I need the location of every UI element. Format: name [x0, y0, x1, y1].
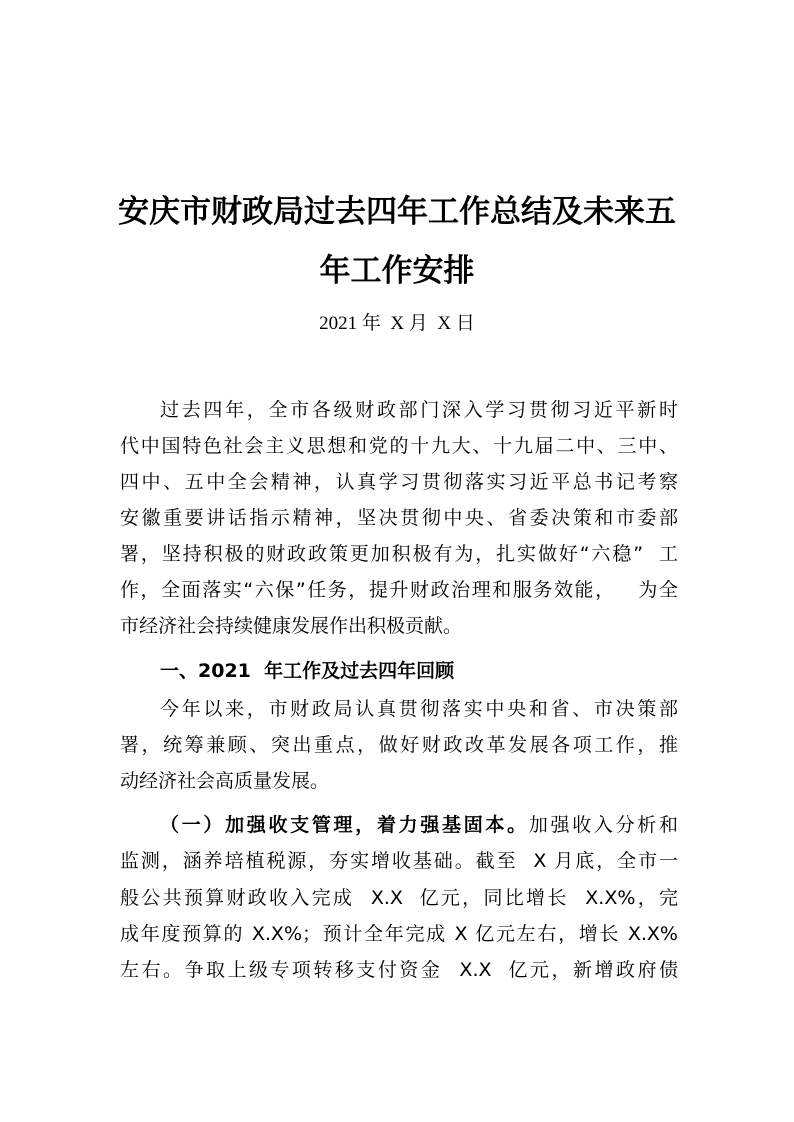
intro-line-4: 安徽重要讲话指示精神，坚决贯彻中央、省委决策和市委部	[120, 507, 678, 529]
intro-line-5: 署，坚持积极的财政政策更加积极有为，扎实做好“六稳” 工	[120, 543, 678, 565]
subsection-1-line-1	[160, 813, 678, 837]
subsection-1-first-line-rest: 加强收入分析和	[528, 814, 678, 836]
section-1-line-3: 动经济社会高质量发展。	[120, 770, 330, 792]
intro-line-3: 四中、五中全会精神，认真学习贯彻落实习近平总书记考察	[120, 471, 678, 493]
document-title-line-1: 安庆市财政局过去四年工作总结及未来五	[118, 194, 676, 230]
section-1-line-1: 今年以来，市财政局认真贯彻落实中央和省、市决策部	[160, 698, 678, 720]
document-date: 2021 年 X 月 X 日	[319, 313, 475, 334]
section-1-heading: 一、2021 年工作及过去四年回顾	[160, 660, 455, 682]
intro-line-2: 代中国特色社会主义思想和党的十九大、十九届二中、三中、	[120, 435, 678, 457]
intro-line-1: 过去四年，全市各级财政部门深入学习贯彻习近平新时	[160, 399, 678, 421]
intro-line-7: 市经济社会持续健康发展作出积极贡献。	[120, 615, 463, 637]
subsection-1-line-2: 监测，涵养培植税源，夯实增收基础。截至 X 月底，全市一	[120, 850, 678, 872]
subsection-1-line-4: 成年度预算的 X.X%；预计全年完成 X 亿元左右，增长 X.X%	[120, 923, 678, 945]
subsection-1-line-5: 左右。争取上级专项转移支付资金 X.X 亿元，新增政府债	[120, 959, 678, 981]
intro-line-6: 作，全面落实“六保”任务，提升财政治理和服务效能， 为全	[120, 579, 678, 601]
section-1-line-2: 署，统筹兼顾、突出重点，做好财政改革发展各项工作，推	[120, 734, 678, 756]
subsection-1-lead: （一）加强收支管理，着力强基固本。	[160, 814, 529, 836]
document-title-line-2: 年工作安排	[319, 253, 475, 289]
subsection-1-line-3: 般公共预算财政收入完成 X.X 亿元，同比增长 X.X%，完	[120, 887, 678, 909]
